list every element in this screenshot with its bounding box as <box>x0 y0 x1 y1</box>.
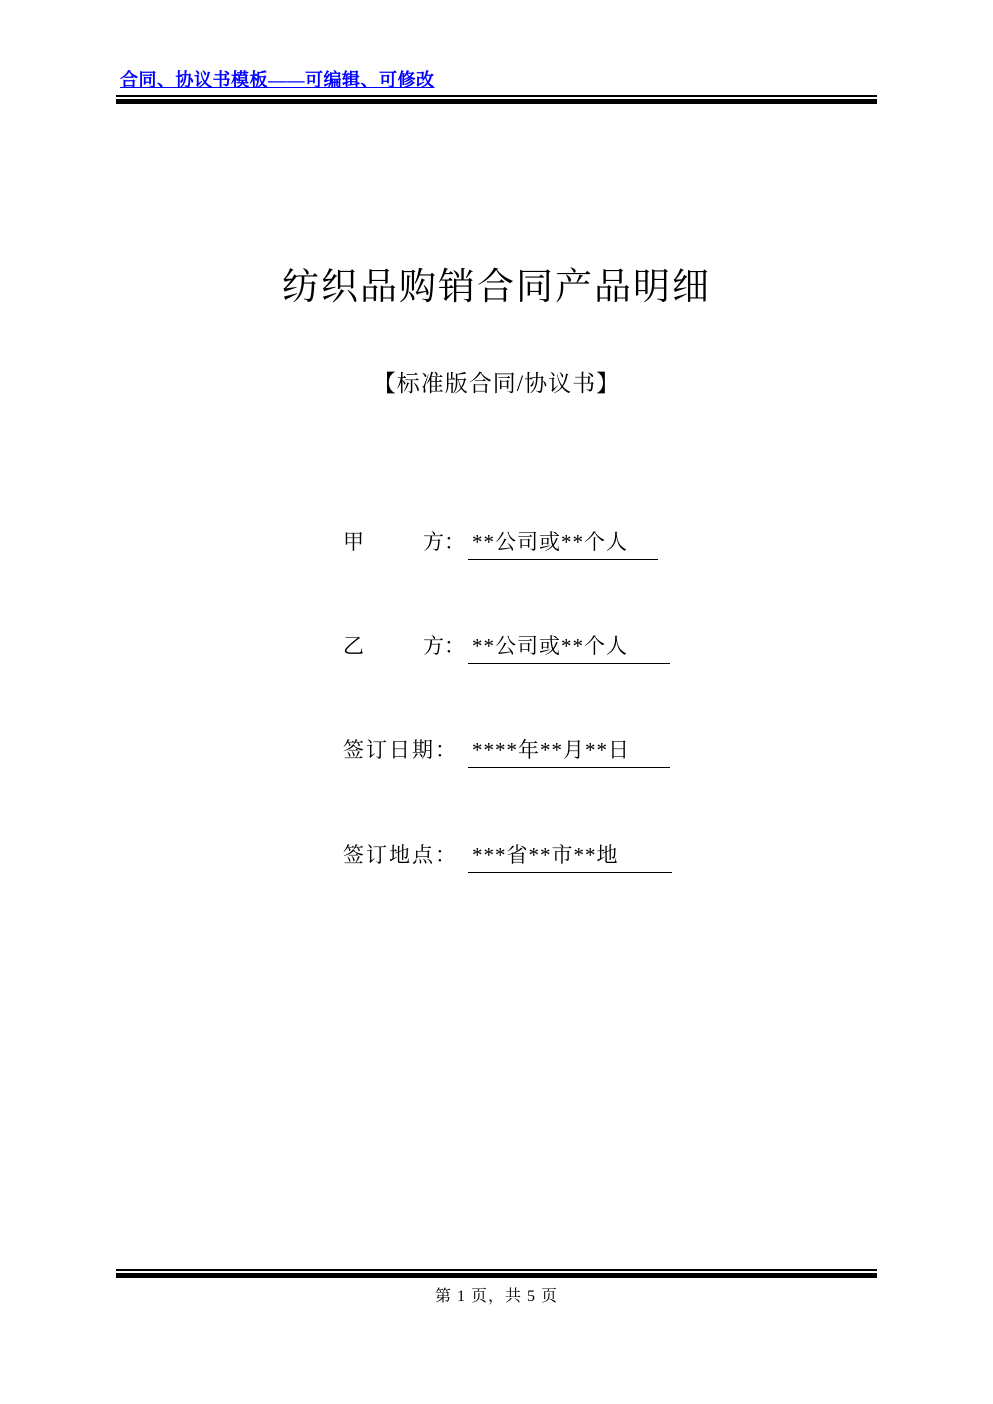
sign-date-label: 签订日期： <box>343 738 458 762</box>
party-b-label-second: 方： <box>423 634 465 658</box>
template-notice-text: 合同、协议书模板——可编辑、可修改 <box>120 70 435 90</box>
party-a-label-second: 方： <box>423 530 465 554</box>
sign-place-value-blank: ***省**市**地 <box>468 842 672 873</box>
party-a-label-first: 甲 <box>343 530 364 554</box>
sign-date-value-blank: ****年**月**日 <box>468 737 670 768</box>
party-b-value-blank: **公司或**个人 <box>468 633 670 664</box>
header-rule <box>116 95 877 104</box>
sign-place-row <box>0 842 993 876</box>
header-rule-thick-line <box>116 99 877 104</box>
document-title: 纺织品购销合同产品明细 <box>282 267 711 308</box>
party-b-label-first: 乙 <box>343 634 364 658</box>
party-a-row <box>0 529 993 563</box>
party-b-row <box>0 633 993 667</box>
page-number-footer: 第 1 页，共 5 页 <box>434 1288 558 1305</box>
party-a-value-blank: **公司或**个人 <box>468 529 658 560</box>
sign-place-label: 签订地点： <box>343 843 458 867</box>
document-subtitle: 【标准版合同/协议书】 <box>372 371 621 396</box>
footer-rule-thick-line <box>116 1273 877 1278</box>
footer-rule <box>116 1269 877 1278</box>
sign-date-row <box>0 737 993 771</box>
